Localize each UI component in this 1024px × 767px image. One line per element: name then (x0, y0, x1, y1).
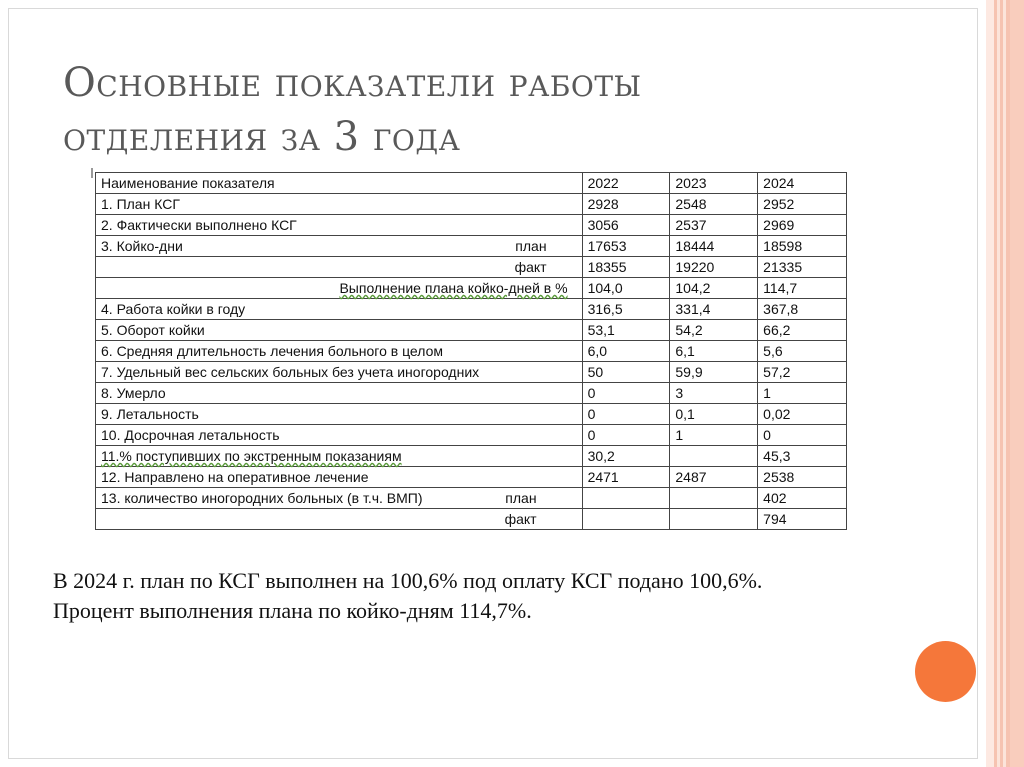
row-value: 21335 (758, 257, 847, 278)
row-value: 104,2 (670, 278, 758, 299)
stripe (1010, 0, 1024, 767)
header-label-cell: Наименование показателя (96, 173, 583, 194)
summary-note (53, 566, 983, 626)
table-row (96, 215, 847, 236)
row-label-cell (96, 257, 583, 278)
row-value: 0,1 (670, 404, 758, 425)
row-label: 10. Досрочная летальность (96, 425, 583, 446)
table-row (96, 509, 847, 530)
row-value: 2538 (758, 467, 847, 488)
table-row (96, 383, 847, 404)
row-value: 18444 (670, 236, 758, 257)
row-value: 3 (670, 383, 758, 404)
header-year-cell: 2024 (758, 173, 847, 194)
row-value: 3056 (582, 215, 670, 236)
row-label-cell (96, 278, 583, 299)
decorative-circle (915, 641, 976, 702)
row-value (582, 488, 670, 509)
cursor-mark (91, 168, 93, 178)
row-value: 18598 (758, 236, 847, 257)
row-label: 1. План КСГ (96, 194, 583, 215)
row-label-cell (96, 446, 583, 467)
row-label: 7. Удельный вес сельских больных без учета иногородних (96, 362, 583, 383)
row-value: 59,9 (670, 362, 758, 383)
slide-title (63, 56, 843, 164)
row-value: 794 (758, 509, 847, 530)
table-row (96, 341, 847, 362)
row-value: 17653 (582, 236, 670, 257)
row-sublabel: факт (514, 259, 547, 275)
stripe (997, 0, 1000, 767)
summary-line2: Процент выполнения плана по койко-дням 114,7%. (53, 598, 532, 623)
row-value: 0 (582, 383, 670, 404)
row-label: 3. Койко-дни (101, 238, 183, 254)
table-row (96, 404, 847, 425)
table-row (96, 425, 847, 446)
stripe (986, 0, 994, 767)
table-row (96, 362, 847, 383)
table-row (96, 299, 847, 320)
row-value: 0,02 (758, 404, 847, 425)
row-value: 0 (758, 425, 847, 446)
row-value: 2928 (582, 194, 670, 215)
row-value: 53,1 (582, 320, 670, 341)
row-label-cell (96, 509, 583, 530)
row-value: 54,2 (670, 320, 758, 341)
row-value: 0 (582, 404, 670, 425)
row-value: 2952 (758, 194, 847, 215)
table-row (96, 467, 847, 488)
indicators-table (95, 172, 847, 530)
decorative-stripes (986, 0, 1024, 767)
row-value (582, 509, 670, 530)
row-label: 2. Фактически выполнено КСГ (96, 215, 583, 236)
header-year-cell: 2022 (582, 173, 670, 194)
table-row (96, 446, 847, 467)
row-value: 45,3 (758, 446, 847, 467)
row-value: 0 (582, 425, 670, 446)
row-value: 5,6 (758, 341, 847, 362)
row-label: 4. Работа койки в году (96, 299, 583, 320)
row-value: 316,5 (582, 299, 670, 320)
slide-title-line1: Основные показатели работы (63, 60, 642, 106)
row-label: 11.% поступивших по экстренным показаниям (101, 448, 402, 464)
row-label: 6. Средняя длительность лечения больного в целом (96, 341, 583, 362)
slide-title-line2: отделения за 3 года (63, 114, 461, 160)
table-row (96, 236, 847, 257)
row-value: 19220 (670, 257, 758, 278)
row-label: 8. Умерло (96, 383, 583, 404)
row-value (670, 509, 758, 530)
row-value: 402 (758, 488, 847, 509)
row-value: 331,4 (670, 299, 758, 320)
row-sublabel: Выполнение плана койко-дней в % (339, 280, 568, 296)
row-value (670, 488, 758, 509)
row-value: 114,7 (758, 278, 847, 299)
stripe (1003, 0, 1006, 767)
table-row (96, 194, 847, 215)
row-value: 57,2 (758, 362, 847, 383)
row-label-cell (96, 236, 583, 257)
row-value: 50 (582, 362, 670, 383)
row-value: 66,2 (758, 320, 847, 341)
row-value: 367,8 (758, 299, 847, 320)
row-value: 1 (758, 383, 847, 404)
row-value: 2487 (670, 467, 758, 488)
row-value: 6,1 (670, 341, 758, 362)
row-value: 1 (670, 425, 758, 446)
row-value: 2471 (582, 467, 670, 488)
row-label: 13. количество иногородних больных (в т.ч. ВМП) (101, 490, 423, 506)
row-label-cell (96, 488, 583, 509)
table-row (96, 278, 847, 299)
row-value: 2537 (670, 215, 758, 236)
row-sublabel: план (515, 238, 547, 254)
row-value: 104,0 (582, 278, 670, 299)
table-header-row (96, 173, 847, 194)
row-value: 30,2 (582, 446, 670, 467)
table-row (96, 320, 847, 341)
table-row (96, 488, 847, 509)
row-sublabel: факт (504, 511, 537, 527)
row-label: 5. Оборот койки (96, 320, 583, 341)
row-value: 18355 (582, 257, 670, 278)
row-label: 12. Направлено на оперативное лечение (96, 467, 583, 488)
row-value: 2548 (670, 194, 758, 215)
header-year-cell: 2023 (670, 173, 758, 194)
table-row (96, 257, 847, 278)
row-label: 9. Летальность (96, 404, 583, 425)
row-value: 2969 (758, 215, 847, 236)
row-value: 6,0 (582, 341, 670, 362)
summary-line1: В 2024 г. план по КСГ выполнен на 100,6% под оплату КСГ подано 100,6%. (53, 568, 763, 593)
row-value (670, 446, 758, 467)
row-sublabel: план (505, 490, 537, 506)
